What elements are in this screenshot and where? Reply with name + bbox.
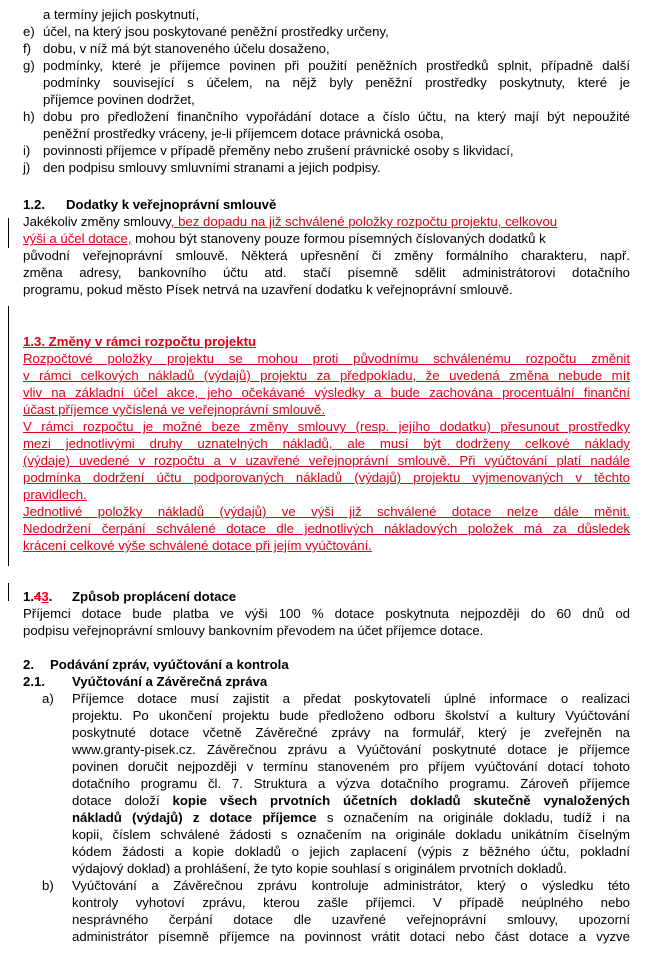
item-b-line: nesprávného čerpání dotace dle uzavřené veřejnoprávní smlouvy, upozorní xyxy=(72,912,630,927)
section-1-2-line3: původní veřejnoprávní smlouvě. Některá upřesnění či změny formálního charakteru, např. xyxy=(23,248,630,263)
section-1-3-title: 1.3. Změny v rámci rozpočtu projektu xyxy=(23,334,257,349)
list-item-j: den podpisu smlouvy smluvními stranami a jejich podpisy. xyxy=(43,160,381,175)
list-item-g-line: podmínky, které je příjemce povinen při použití peněžních prostředků splnit, případně další xyxy=(43,58,630,73)
section-1-3-line: V rámci rozpočtu je možné beze změny smlouvy (resp. jejího dodatku) přesunout prostředky xyxy=(23,419,630,434)
section-1-4-number xyxy=(23,588,52,605)
section-1-3-line: účast příjemce vyčíslená ve veřejnoprávní smlouvě. xyxy=(23,402,325,417)
change-bar xyxy=(8,583,9,601)
item-a-text: s označením na originále dokladu, tudíž i na xyxy=(316,810,630,825)
section-1-3-line: Rozpočtové položky projektu se mohou proti původnímu schválenému rozpočtu změnit xyxy=(23,351,630,366)
item-b-line: kontroly vyhotoví zprávu, kterou zašle příjemci. V případě neúplného nebo xyxy=(72,895,630,910)
tracked-insertion: 3 xyxy=(41,589,49,604)
section-1-3-line: podmínka dodržení účtu podporovaných nákladů (výdajů) projektu vyjmenovaných v těchto xyxy=(23,470,630,485)
item-a-line: dotačního programu čl. 7. Struktura a výzva dotačního programu. Zároveň příjemce xyxy=(72,776,630,791)
section-1-2-line5: programu, pokud město Písek netrvá na uzavření dodatku k veřejnoprávní smlouvě. xyxy=(23,282,513,297)
list-item-f: dobu, v níž má být stanoveného účelu dosaženo, xyxy=(43,41,330,56)
section-1-3-line: krácení celkové výše schválené dotace při jejím vyúčtování. xyxy=(23,538,372,553)
section-1-3-line: vliv na základní účel akce, jeho očekávané výsledky a bude zachována procentuální finanční xyxy=(23,385,630,400)
list-label-f: f) xyxy=(23,41,32,56)
section-1-3-line: v rámci celkových nákladů (výdajů) projektu za předpokladu, že uvedená změna nebude mít xyxy=(23,368,630,383)
list-item-g-line: příjemce povinen dodržet, xyxy=(43,92,195,107)
list-label-i: i) xyxy=(23,143,31,158)
section-2-title: Podávání zpráv, vyúčtování a kontrola xyxy=(50,657,289,672)
item-a-line: poskytnuté dotace včetně Závěrečné zprávy na formulář, který je zveřejněn na xyxy=(72,725,630,740)
section-1-2-tracked-insert: výši a účel dotace, xyxy=(23,231,132,246)
section-1-3-line: mezi jednotlivými druhy uznatelných nákladů, ale musí být dodrženy celkové náklady xyxy=(23,436,630,451)
section-1-3-line: Nedodržení čerpání schválené dotace dle jednotlivých nákladových položek má za důsledek xyxy=(23,521,630,536)
section-1-2-tracked-insert: , bez dopadu na již schválené položky rozpočtu projektu, celkovou xyxy=(170,214,558,229)
section-2-1-number: 2.1. xyxy=(23,674,45,689)
item-a-text: dotace doloží xyxy=(72,793,173,808)
section-1-4-line1: Příjemci dotace bude platba ve výši 100 % dotace poskytnuta nejpozději do 60 dnů od xyxy=(23,606,630,621)
list-item-h-line: peněžní prostředky vráceny, je-li příjemcem dotace právnická osoba, xyxy=(43,126,444,141)
section-1-2-text: Jakékoliv změny smlouvy xyxy=(23,214,171,229)
item-a-label: a) xyxy=(42,691,54,706)
item-a-line: kopii, číslem schválené žádosti s označením na originále dokladu unikátním číselným xyxy=(72,827,630,842)
list-item-d-continuation: a termíny jejich poskytnutí, xyxy=(43,7,200,22)
section-1-3-line: (výdaje) uvedené v rozpočtu a v uzavřené veřejnoprávní smlouvě. Při vyúčtování platí nadále xyxy=(23,453,630,468)
item-b-line: Vyúčtování a Závěrečnou zprávu kontroluje administrátor, který o výsledku této xyxy=(72,878,630,893)
item-a-line: projektu. Po ukončení projektu bude předloženo odboru školství a kultury Vyúčtování xyxy=(72,708,630,723)
list-label-j: j) xyxy=(23,160,31,175)
list-label-g: g) xyxy=(23,58,35,73)
section-1-2-title: Dodatky k veřejnoprávní smlouvě xyxy=(66,197,277,212)
section-1-3-line: pravidlech. xyxy=(23,487,87,502)
section-number-text: 1. xyxy=(23,589,34,604)
item-a-line: www.granty-pisek.cz. Závěrečnou zprávu a Vyúčtování poskytnuté dotace je příjemce xyxy=(72,742,630,757)
section-1-2-line1 xyxy=(23,213,557,230)
section-1-2-text: mohou být stanoveny pouze formou písemných číslovaných dodatků k xyxy=(135,231,546,246)
section-1-4-line2: podpisu veřejnoprávní smlouvy bankovním převodem na účet příjemce dotace. xyxy=(23,623,484,638)
list-label-h: h) xyxy=(23,109,35,124)
section-1-4-title: Způsob proplácení dotace xyxy=(72,589,237,604)
section-1-2-line4: změna adresy, bankovního účtu atd. stačí písemně sdělit administrátorovi dotačního xyxy=(23,265,630,280)
change-bar xyxy=(8,218,9,248)
item-a-line xyxy=(72,792,630,809)
item-a-line xyxy=(72,809,630,826)
item-a-line: Příjemce dotace musí zajistit a předat poskytovateli úplné informace o realizaci xyxy=(72,691,630,706)
change-bar xyxy=(8,306,9,566)
tracked-deletion: 4 xyxy=(34,589,42,604)
section-number-text: . xyxy=(48,589,53,604)
item-a-bold-text: nákladů (výdajů) z dotace příjemce xyxy=(72,810,317,825)
item-a-bold-text: kopie všech prvotních účetních dokladů skutečně vynaložených xyxy=(172,793,630,808)
section-2-number: 2. xyxy=(23,657,34,672)
section-1-2-number: 1.2. xyxy=(23,197,45,212)
list-item-h-line: dobu pro předložení finančního vypořádání dotace a číslo účtu, na který mají být nepoužité xyxy=(43,109,630,124)
item-a-line: kódem žádosti a kopie dokladů o jejich zaplacení (výpis z běžného účtu, pokladní xyxy=(72,844,630,859)
section-1-2-line2 xyxy=(23,230,546,247)
list-item-i: povinnosti příjemce v případě přeměny nebo zrušení právnické osoby s likvidací, xyxy=(43,143,514,158)
item-a-line: povinen doručit nejpozději v termínu stanoveném pro příjem vyúčtování dotací tohoto xyxy=(72,759,630,774)
item-a-line: výdajový doklad) a prohlášení, že tyto kopie souhlasí s originálem prvotních dokladů. xyxy=(72,861,567,876)
list-item-g-line: podmínky související s účelem, na nějž byly peněžní prostředky poskytnuty, které je xyxy=(43,75,630,90)
item-b-label: b) xyxy=(42,878,54,893)
section-1-3-line: Jednotlivé položky nákladů (výdajů) ve výši již schválené dotace nelze dále měnit. xyxy=(23,504,630,519)
list-item-e: účel, na který jsou poskytované peněžní prostředky určeny, xyxy=(43,24,389,39)
section-2-1-title: Vyúčtování a Závěrečná zpráva xyxy=(72,674,268,689)
list-label-e: e) xyxy=(23,24,35,39)
item-b-line: administrátor písemně příjemce na povinnost vrátit dotaci nebo část dotace a vyzve xyxy=(72,929,630,944)
